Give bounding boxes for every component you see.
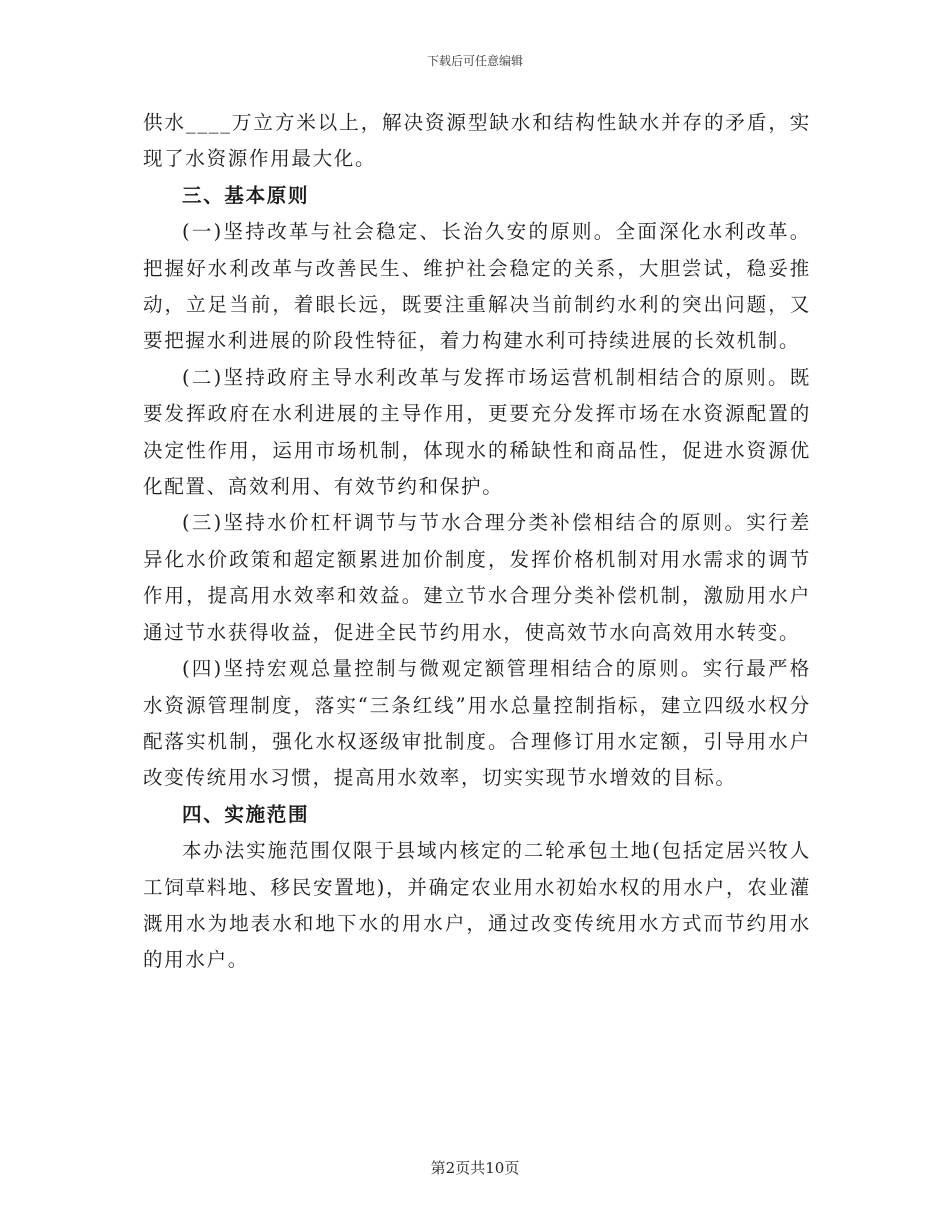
section-heading-scope: 四、实施范围 [182, 802, 310, 826]
paragraph-principle-3: (三)坚持水价杠杆调节与节水合理分类补偿相结合的原则。实行差异化水价政策和超定额累进加价制度，发挥价格机制对用水需求的调节作用，提高用水效率和效益。建立节水合理分类补偿机制，激励用水户通过节水获得收益，促进全民节约用水，使高效节水向高效用水转变。 [143, 511, 811, 644]
paragraph-principle-2: (二)坚持政府主导水利改革与发挥市场运营机制相结合的原则。既要发挥政府在水利进展的主导作用，更要充分发挥市场在水资源配置的决定性作用，运用市场机制，体现水的稀缺性和商品性，促进水资源优化配置、高效利用、有效节约和保护。 [143, 365, 811, 499]
footer-total-pages: 10 [485, 1159, 505, 1177]
page-header: 下载后可任意编辑 [426, 54, 523, 68]
paragraph-principle-1: (一)坚持改革与社会稳定、长治久安的原则。全面深化水利改革。把握好水利改革与改善民生、维护社会稳定的关系，大胆尝试，稳妥推动，立足当前，着眼长远，既要注重解决当前制约水利的突出问题，又要把握水利进展的阶段性特征，着力构建水利可持续进展的长效机制。 [143, 220, 811, 353]
footer-prefix: 第 [430, 1159, 446, 1177]
footer-middle: 页共 [455, 1159, 486, 1177]
page-footer [0, 1157, 950, 1178]
paragraph-principle-4: (四)坚持宏观总量控制与微观定额管理相结合的原则。实行最严格水资源管理制度，落实“三条红线”用水总量控制指标，建立四级水权分配落实机制，强化水权逐级审批制度。合理修订用水定额，引导用水户改变传统用水习惯，提高用水效率，切实实现节水增效的目标。 [143, 657, 811, 790]
paragraph-continuation: 供水____万立方米以上，解决资源型缺水和结构性缺水并存的矛盾，实现了水资源作用最大化。 [143, 111, 811, 171]
paragraph-scope: 本办法实施范围仅限于县域内核定的二轮承包土地(包括定居兴牧人工饲草料地、移民安置地)，并确定农业用水初始水权的用水户，农业灌溉用水为地表水和地下水的用水户，通过改变传统用水方式而节约用水的用水户。 [143, 839, 811, 972]
footer-current-page: 2 [445, 1159, 456, 1177]
section-heading-principles: 三、基本原则 [182, 183, 310, 207]
document-body [143, 105, 811, 979]
footer-suffix: 页 [504, 1159, 520, 1177]
